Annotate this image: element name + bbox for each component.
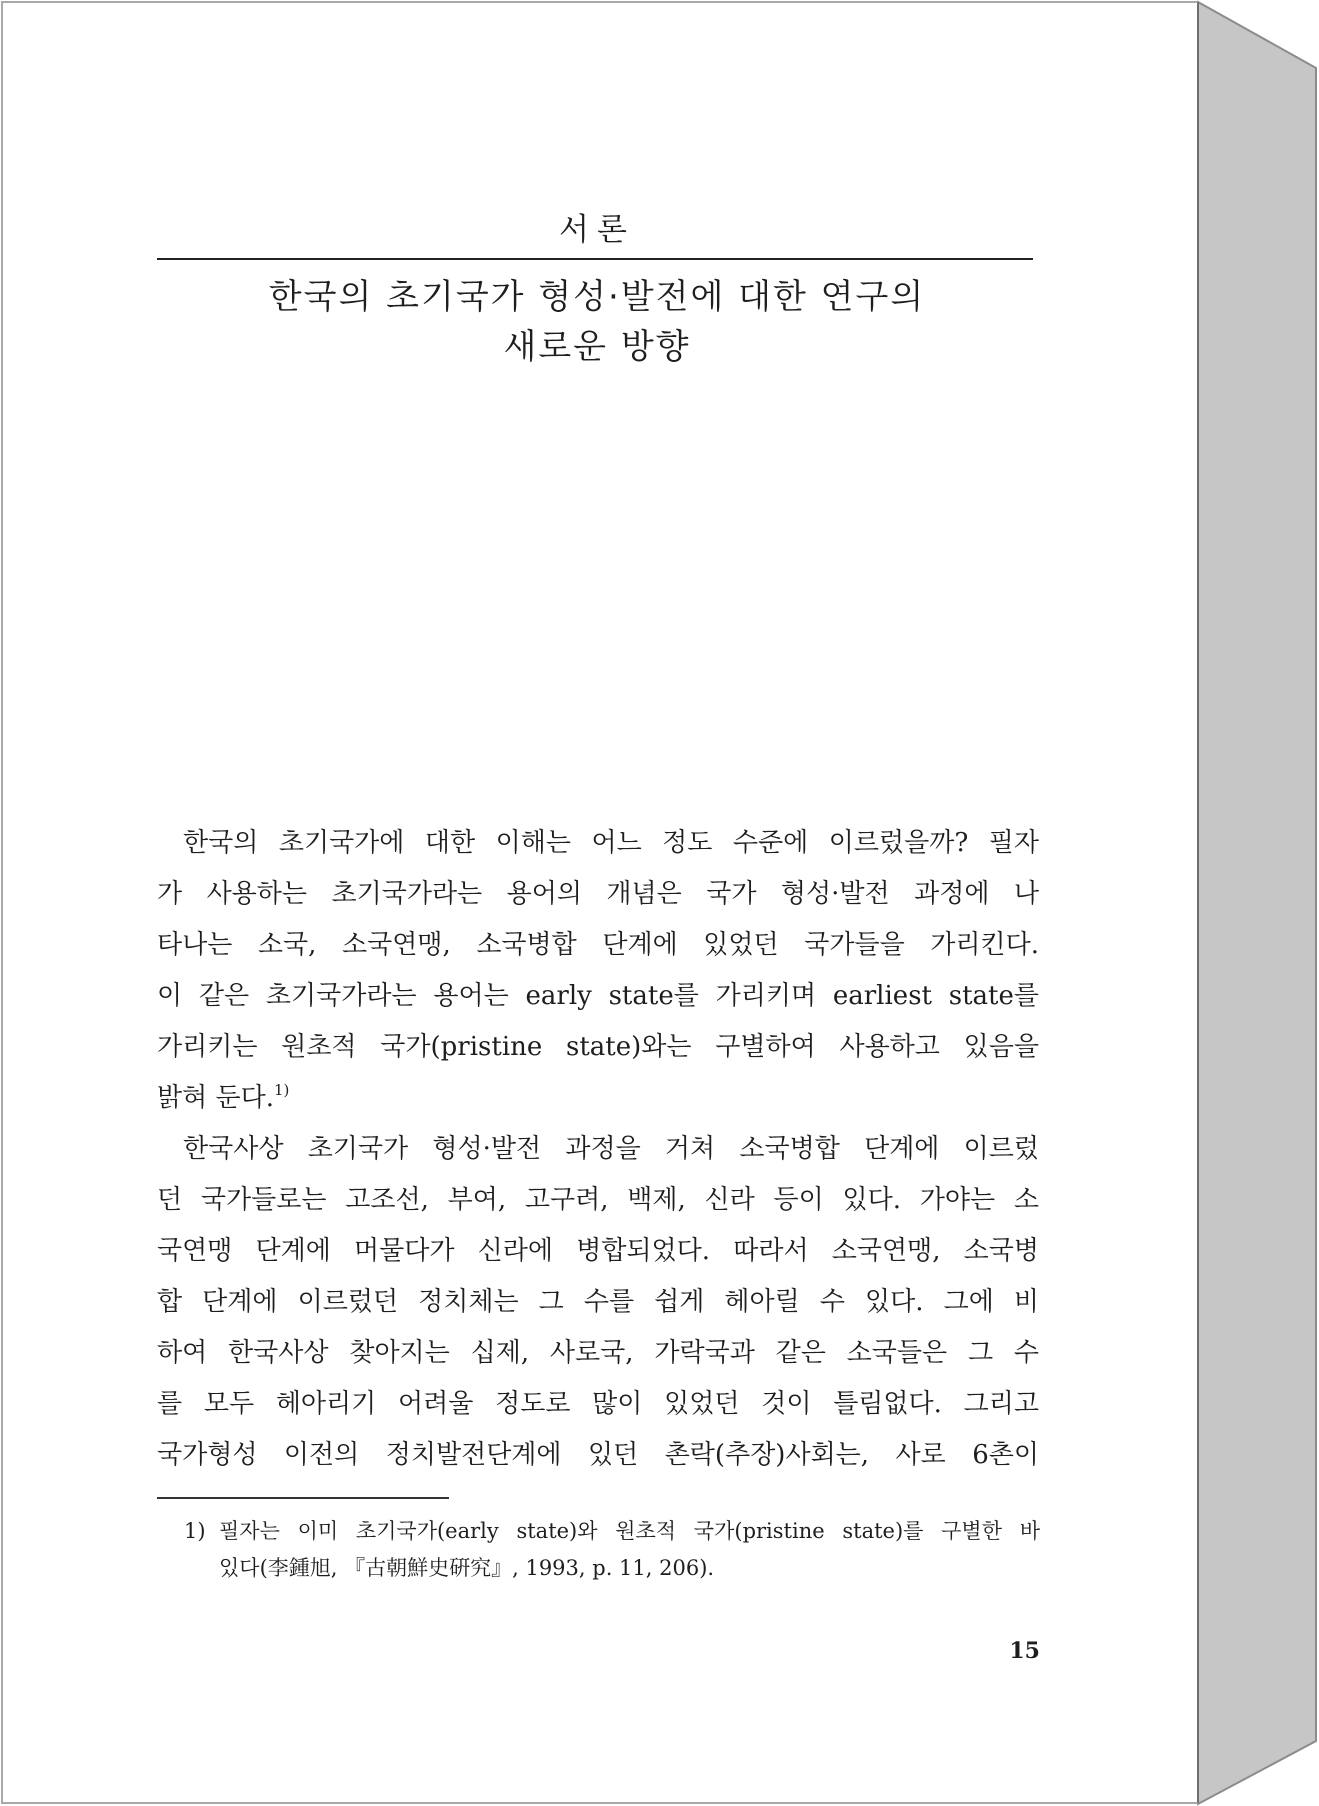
body-line: 가리키는 원초적 국가(pristine state)와는 구별하여 사용하고 있음을: [157, 1032, 1039, 1062]
footnote-reference: 1): [274, 1081, 290, 1099]
body-line: [157, 1073, 1039, 1124]
page-number: 15: [1009, 1638, 1040, 1664]
body-line: 가 사용하는 초기국가라는 용어의 개념은 국가 형성·발전 과정에 나: [157, 879, 1039, 909]
footnote-line: 필자는 이미 초기국가(early state)와 원초적 국가(pristine state)를 구별한 바: [219, 1519, 1040, 1543]
body-line: 하여 한국사상 찾아지는 십제, 사로국, 가락국과 같은 소국들은 그 수: [157, 1338, 1039, 1368]
body-line: 국연맹 단계에 머물다가 신라에 병합되었다. 따라서 소국연맹, 소국병: [157, 1236, 1039, 1266]
body-line: 타나는 소국, 소국연맹, 소국병합 단계에 있었던 국가들을 가리킨다.: [157, 930, 1039, 960]
body-text: [157, 818, 1039, 1481]
body-line: 던 국가들로는 고조선, 부여, 고구려, 백제, 신라 등이 있다. 가야는 소: [157, 1185, 1039, 1215]
body-line: 한국의 초기국가에 대한 이해는 어느 정도 수준에 이르렀을까? 필자: [183, 828, 1039, 858]
body-line: 합 단계에 이르렀던 정치체는 그 수를 쉽게 헤아릴 수 있다. 그에 비: [157, 1287, 1039, 1317]
footnote: [219, 1513, 1040, 1587]
chapter-title-line: 한국의 초기국가 형성·발전에 대한 연구의: [268, 277, 926, 317]
footnote-marker: 1): [184, 1519, 206, 1543]
body-line: 국가형성 이전의 정치발전단계에 있던 촌락(추장)사회는, 사로 6촌이: [157, 1440, 1039, 1470]
section-label: 서론: [559, 212, 635, 248]
body-line: 를 모두 헤아리기 어려울 정도로 많이 있었던 것이 틀림없다. 그리고: [157, 1389, 1039, 1419]
body-line-text: 밝혀 둔다.: [157, 1083, 274, 1113]
body-line: 이 같은 초기국가라는 용어는 early state를 가리키며 earliest state를: [157, 981, 1039, 1011]
body-line: 한국사상 초기국가 형성·발전 과정을 거쳐 소국병합 단계에 이르렀: [183, 1134, 1039, 1164]
footnote-rule: [157, 1497, 449, 1499]
chapter-title-line: 새로운 방향: [503, 327, 691, 367]
chapter-title: [157, 272, 1037, 372]
title-rule: [157, 258, 1033, 260]
footnote-line: 있다(李鍾旭, 『古朝鮮史硏究』, 1993, p. 11, 206).: [219, 1556, 715, 1580]
page-stack-side: [1198, 2, 1316, 1804]
